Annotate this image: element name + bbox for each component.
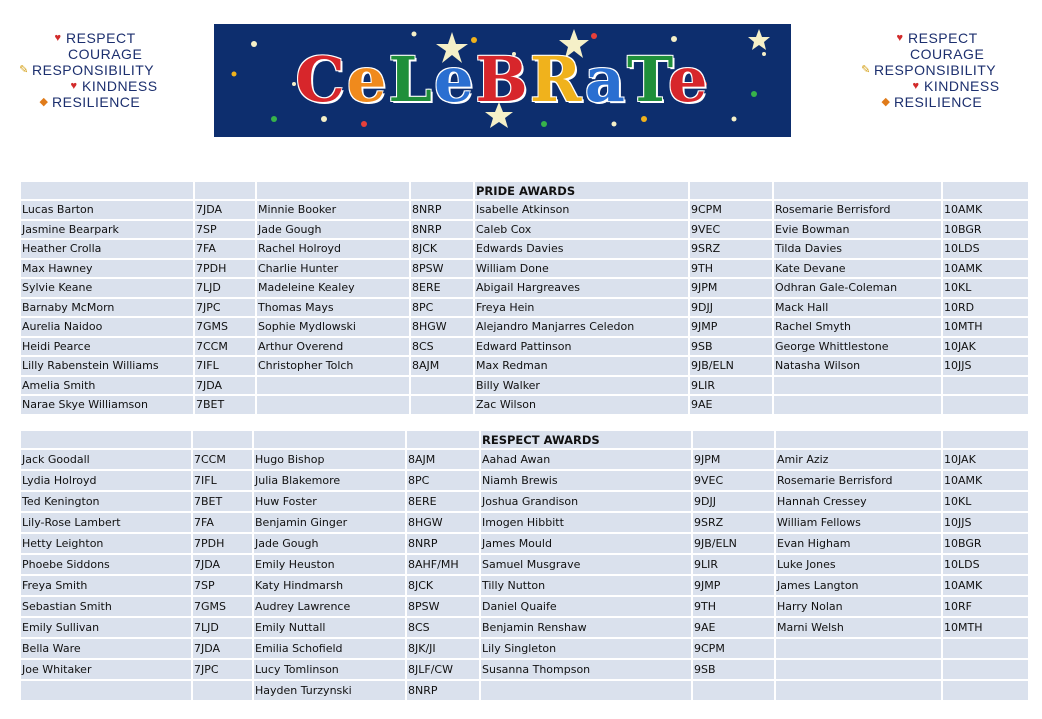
table-row: [20, 659, 1029, 680]
student-name-cell: Huw Foster: [253, 491, 406, 512]
student-name-cell: Hugo Bishop: [253, 449, 406, 470]
value-icon: ♥: [70, 80, 78, 92]
form-group-cell: 7JPC: [192, 659, 253, 680]
form-group-cell: 9VEC: [689, 220, 773, 240]
student-name-cell: Joe Whitaker: [20, 659, 192, 680]
form-group-cell: 7PDH: [192, 533, 253, 554]
form-group-cell: 10RF: [942, 596, 1029, 617]
pride-awards-title: PRIDE AWARDS: [474, 181, 689, 200]
form-group-cell: [942, 376, 1029, 396]
form-group-cell: 8JCK: [410, 239, 474, 259]
form-group-cell: 9JB/ELN: [692, 533, 775, 554]
student-name-cell: Sebastian Smith: [20, 596, 192, 617]
form-group-cell: [942, 680, 1029, 701]
form-group-cell: 8HGW: [406, 512, 480, 533]
banner-letter: C: [295, 43, 347, 116]
form-group-cell: 7JDA: [192, 638, 253, 659]
form-group-cell: 8ERE: [410, 278, 474, 298]
form-group-cell: 9AE: [692, 617, 775, 638]
value-line: [10, 78, 180, 94]
form-group-cell: 10JJS: [942, 512, 1029, 533]
student-name-cell: Katy Hindmarsh: [253, 575, 406, 596]
student-name-cell: Jack Goodall: [20, 449, 192, 470]
student-name-cell: Narae Skye Williamson: [20, 395, 194, 415]
form-group-cell: 10KL: [942, 278, 1029, 298]
form-group-cell: 7FA: [192, 512, 253, 533]
banner-letter: e: [346, 43, 389, 116]
respect-awards-table: [19, 429, 1030, 702]
student-name-cell: William Fellows: [775, 512, 942, 533]
form-group-cell: [410, 395, 474, 415]
form-group-cell: 9SB: [689, 337, 773, 357]
form-group-cell: 8NRP: [410, 220, 474, 240]
form-group-cell: 10AMK: [942, 259, 1029, 279]
value-line: [10, 94, 180, 110]
value-text: COURAGE: [68, 46, 143, 62]
student-name-cell: James Langton: [775, 575, 942, 596]
form-group-cell: 8AHF/MH: [406, 554, 480, 575]
respect-header-row: [20, 430, 1029, 449]
student-name-cell: Max Redman: [474, 356, 689, 376]
student-name-cell: William Done: [474, 259, 689, 279]
form-group-cell: 10MTH: [942, 317, 1029, 337]
value-text: RESPONSIBILITY: [32, 62, 155, 78]
form-group-cell: 8CS: [406, 617, 480, 638]
table-row: [20, 337, 1029, 357]
table-row: [20, 317, 1029, 337]
form-group-cell: 7CCM: [192, 449, 253, 470]
values-logo-right: [852, 30, 1022, 110]
form-group-cell: 10BGR: [942, 533, 1029, 554]
student-name-cell: Lucas Barton: [20, 200, 194, 220]
value-text: RESPONSIBILITY: [874, 62, 997, 78]
form-group-cell: 9DJJ: [692, 491, 775, 512]
header-cell: [773, 181, 942, 200]
student-name-cell: Tilda Davies: [773, 239, 942, 259]
form-group-cell: 8AJM: [410, 356, 474, 376]
form-group-cell: 9JMP: [692, 575, 775, 596]
banner-letter: R: [529, 43, 585, 116]
student-name-cell: Marni Welsh: [775, 617, 942, 638]
table-row: [20, 596, 1029, 617]
form-group-cell: 8PSW: [406, 596, 480, 617]
student-name-cell: [775, 638, 942, 659]
student-name-cell: [773, 376, 942, 396]
student-name-cell: Harry Nolan: [775, 596, 942, 617]
form-group-cell: 9SRZ: [689, 239, 773, 259]
form-group-cell: 7BET: [192, 491, 253, 512]
form-group-cell: 7BET: [194, 395, 256, 415]
student-name-cell: Emily Sullivan: [20, 617, 192, 638]
student-name-cell: Evan Higham: [775, 533, 942, 554]
student-name-cell: Hannah Cressey: [775, 491, 942, 512]
form-group-cell: 8JK/JI: [406, 638, 480, 659]
student-name-cell: Ted Kenington: [20, 491, 192, 512]
form-group-cell: 8NRP: [406, 680, 480, 701]
student-name-cell: Hayden Turzynski: [253, 680, 406, 701]
table-row: [20, 638, 1029, 659]
student-name-cell: Rachel Holroyd: [256, 239, 410, 259]
student-name-cell: Imogen Hibbitt: [480, 512, 692, 533]
table-row: [20, 376, 1029, 396]
header-cell: [406, 430, 480, 449]
student-name-cell: Minnie Booker: [256, 200, 410, 220]
table-row: [20, 617, 1029, 638]
form-group-cell: 7PDH: [194, 259, 256, 279]
form-group-cell: 7GMS: [192, 596, 253, 617]
student-name-cell: Susanna Thompson: [480, 659, 692, 680]
student-name-cell: Edward Pattinson: [474, 337, 689, 357]
form-group-cell: 8HGW: [410, 317, 474, 337]
form-group-cell: 10AMK: [942, 200, 1029, 220]
header-cell: [689, 181, 773, 200]
student-name-cell: Daniel Quaife: [480, 596, 692, 617]
student-name-cell: Rosemarie Berrisford: [773, 200, 942, 220]
student-name-cell: Max Hawney: [20, 259, 194, 279]
form-group-cell: 10LDS: [942, 239, 1029, 259]
respect-awards-title: RESPECT AWARDS: [480, 430, 692, 449]
student-name-cell: Freya Hein: [474, 298, 689, 318]
header-cell: [410, 181, 474, 200]
form-group-cell: 8PSW: [410, 259, 474, 279]
table-row: [20, 259, 1029, 279]
form-group-cell: 8NRP: [410, 200, 474, 220]
form-group-cell: 7SP: [192, 575, 253, 596]
student-name-cell: Billy Walker: [474, 376, 689, 396]
form-group-cell: 8ERE: [406, 491, 480, 512]
student-name-cell: Sylvie Keane: [20, 278, 194, 298]
student-name-cell: Tilly Nutton: [480, 575, 692, 596]
value-line: [852, 62, 1022, 78]
header-cell: [692, 430, 775, 449]
form-group-cell: 9TH: [689, 259, 773, 279]
student-name-cell: Mack Hall: [773, 298, 942, 318]
banner-letter: T: [626, 43, 668, 116]
value-line: [852, 46, 1022, 62]
form-group-cell: 10AMK: [942, 470, 1029, 491]
form-group-cell: 9VEC: [692, 470, 775, 491]
table-row: [20, 200, 1029, 220]
form-group-cell: 10MTH: [942, 617, 1029, 638]
form-group-cell: 7JDA: [194, 200, 256, 220]
student-name-cell: Lilly Rabenstein Williams: [20, 356, 194, 376]
pride-awards-table: [19, 180, 1030, 416]
form-group-cell: 10RD: [942, 298, 1029, 318]
header-cell: [256, 181, 410, 200]
student-name-cell: Abigail Hargreaves: [474, 278, 689, 298]
student-name-cell: Emily Heuston: [253, 554, 406, 575]
form-group-cell: 7JDA: [192, 554, 253, 575]
table-row: [20, 220, 1029, 240]
value-text: KINDNESS: [924, 78, 1000, 94]
banner-letter: B: [475, 43, 530, 116]
value-icon: ♥: [54, 32, 62, 44]
header-cell: [942, 181, 1029, 200]
value-line: [10, 46, 180, 62]
form-group-cell: 9CPM: [692, 638, 775, 659]
form-group-cell: 10LDS: [942, 554, 1029, 575]
value-icon: ◆: [881, 96, 891, 108]
form-group-cell: 10AMK: [942, 575, 1029, 596]
student-name-cell: Edwards Davies: [474, 239, 689, 259]
form-group-cell: 9LIR: [689, 376, 773, 396]
form-group-cell: 8NRP: [406, 533, 480, 554]
student-name-cell: Heather Crolla: [20, 239, 194, 259]
header-cell: [942, 430, 1029, 449]
value-line: [852, 94, 1022, 110]
student-name-cell: Emily Nuttall: [253, 617, 406, 638]
student-name-cell: Amelia Smith: [20, 376, 194, 396]
form-group-cell: 7IFL: [192, 470, 253, 491]
student-name-cell: [775, 659, 942, 680]
student-name-cell: Kate Devane: [773, 259, 942, 279]
form-group-cell: 8JLF/CW: [406, 659, 480, 680]
student-name-cell: James Mould: [480, 533, 692, 554]
student-name-cell: Barnaby McMorn: [20, 298, 194, 318]
table-row: [20, 298, 1029, 318]
student-name-cell: Benjamin Renshaw: [480, 617, 692, 638]
student-name-cell: Evie Bowman: [773, 220, 942, 240]
banner-letter: L: [388, 43, 434, 116]
table-row: [20, 554, 1029, 575]
value-icon: ◆: [39, 96, 49, 108]
student-name-cell: [480, 680, 692, 701]
student-name-cell: Arthur Overend: [256, 337, 410, 357]
value-line: [10, 30, 180, 46]
form-group-cell: 8AJM: [406, 449, 480, 470]
student-name-cell: Phoebe Siddons: [20, 554, 192, 575]
form-group-cell: 9LIR: [692, 554, 775, 575]
student-name-cell: Lily-Rose Lambert: [20, 512, 192, 533]
form-group-cell: [692, 680, 775, 701]
value-text: RESILIENCE: [52, 94, 141, 110]
form-group-cell: [942, 659, 1029, 680]
banner-letter: e: [667, 43, 710, 116]
table-row: [20, 470, 1029, 491]
student-name-cell: Benjamin Ginger: [253, 512, 406, 533]
student-name-cell: Madeleine Kealey: [256, 278, 410, 298]
student-name-cell: George Whittlestone: [773, 337, 942, 357]
form-group-cell: 9JB/ELN: [689, 356, 773, 376]
student-name-cell: Jasmine Bearpark: [20, 220, 194, 240]
form-group-cell: 10JJS: [942, 356, 1029, 376]
form-group-cell: 8PC: [410, 298, 474, 318]
value-text: KINDNESS: [82, 78, 158, 94]
student-name-cell: Charlie Hunter: [256, 259, 410, 279]
form-group-cell: 8JCK: [406, 575, 480, 596]
student-name-cell: Isabelle Atkinson: [474, 200, 689, 220]
form-group-cell: 7SP: [194, 220, 256, 240]
form-group-cell: 9SRZ: [692, 512, 775, 533]
student-name-cell: [773, 395, 942, 415]
student-name-cell: Amir Aziz: [775, 449, 942, 470]
form-group-cell: 9AE: [689, 395, 773, 415]
student-name-cell: Rosemarie Berrisford: [775, 470, 942, 491]
value-icon: ✎: [19, 64, 29, 76]
table-row: [20, 356, 1029, 376]
table-row: [20, 239, 1029, 259]
form-group-cell: 9JMP: [689, 317, 773, 337]
form-group-cell: 7LJD: [194, 278, 256, 298]
banner-letter: a: [584, 43, 627, 116]
form-group-cell: 7FA: [194, 239, 256, 259]
celebrate-banner: [214, 24, 791, 137]
form-group-cell: 10JAK: [942, 449, 1029, 470]
student-name-cell: Caleb Cox: [474, 220, 689, 240]
student-name-cell: Joshua Grandison: [480, 491, 692, 512]
student-name-cell: Aahad Awan: [480, 449, 692, 470]
student-name-cell: Freya Smith: [20, 575, 192, 596]
form-group-cell: 9SB: [692, 659, 775, 680]
value-icon: ✎: [861, 64, 871, 76]
student-name-cell: Christopher Tolch: [256, 356, 410, 376]
student-name-cell: Hetty Leighton: [20, 533, 192, 554]
student-name-cell: Thomas Mays: [256, 298, 410, 318]
student-name-cell: [256, 376, 410, 396]
form-group-cell: 7GMS: [194, 317, 256, 337]
student-name-cell: Rachel Smyth: [773, 317, 942, 337]
table-row: [20, 575, 1029, 596]
student-name-cell: Alejandro Manjarres Celedon: [474, 317, 689, 337]
student-name-cell: Emilia Schofield: [253, 638, 406, 659]
student-name-cell: Audrey Lawrence: [253, 596, 406, 617]
student-name-cell: Natasha Wilson: [773, 356, 942, 376]
form-group-cell: [410, 376, 474, 396]
value-text: RESPECT: [908, 30, 978, 46]
student-name-cell: Jade Gough: [253, 533, 406, 554]
student-name-cell: Samuel Musgrave: [480, 554, 692, 575]
header-cell: [775, 430, 942, 449]
header-cell: [20, 181, 194, 200]
student-name-cell: Odhran Gale-Coleman: [773, 278, 942, 298]
banner-letter: e: [433, 43, 476, 116]
student-name-cell: Sophie Mydlowski: [256, 317, 410, 337]
form-group-cell: 8PC: [406, 470, 480, 491]
table-row: [20, 278, 1029, 298]
table-row: [20, 680, 1029, 701]
form-group-cell: 7IFL: [194, 356, 256, 376]
student-name-cell: Aurelia Naidoo: [20, 317, 194, 337]
student-name-cell: Zac Wilson: [474, 395, 689, 415]
value-text: COURAGE: [910, 46, 985, 62]
student-name-cell: Lily Singleton: [480, 638, 692, 659]
value-line: [852, 78, 1022, 94]
values-logo-left: [10, 30, 180, 110]
form-group-cell: [942, 638, 1029, 659]
table-row: [20, 449, 1029, 470]
form-group-cell: 7JDA: [194, 376, 256, 396]
value-line: [852, 30, 1022, 46]
student-name-cell: [20, 680, 192, 701]
form-group-cell: 8CS: [410, 337, 474, 357]
form-group-cell: 10BGR: [942, 220, 1029, 240]
table-row: [20, 533, 1029, 554]
form-group-cell: 9CPM: [689, 200, 773, 220]
form-group-cell: 9JPM: [692, 449, 775, 470]
header-cell: [253, 430, 406, 449]
student-name-cell: Heidi Pearce: [20, 337, 194, 357]
student-name-cell: Luke Jones: [775, 554, 942, 575]
header-cell: [20, 430, 192, 449]
banner-title: [214, 38, 791, 122]
student-name-cell: Niamh Brewis: [480, 470, 692, 491]
header-cell: [194, 181, 256, 200]
table-row: [20, 395, 1029, 415]
form-group-cell: [942, 395, 1029, 415]
table-row: [20, 491, 1029, 512]
student-name-cell: Lydia Holroyd: [20, 470, 192, 491]
form-group-cell: 7LJD: [192, 617, 253, 638]
form-group-cell: 10KL: [942, 491, 1029, 512]
pride-header-row: [20, 181, 1029, 200]
form-group-cell: 10JAK: [942, 337, 1029, 357]
form-group-cell: 7CCM: [194, 337, 256, 357]
value-text: RESILIENCE: [894, 94, 983, 110]
form-group-cell: 9JPM: [689, 278, 773, 298]
table-row: [20, 512, 1029, 533]
form-group-cell: [192, 680, 253, 701]
student-name-cell: [256, 395, 410, 415]
student-name-cell: [775, 680, 942, 701]
form-group-cell: 9DJJ: [689, 298, 773, 318]
form-group-cell: 7JPC: [194, 298, 256, 318]
student-name-cell: Bella Ware: [20, 638, 192, 659]
form-group-cell: 9TH: [692, 596, 775, 617]
value-icon: ♥: [896, 32, 904, 44]
student-name-cell: Julia Blakemore: [253, 470, 406, 491]
student-name-cell: Lucy Tomlinson: [253, 659, 406, 680]
value-icon: ♥: [912, 80, 920, 92]
value-line: [10, 62, 180, 78]
header-cell: [192, 430, 253, 449]
value-text: RESPECT: [66, 30, 136, 46]
student-name-cell: Jade Gough: [256, 220, 410, 240]
